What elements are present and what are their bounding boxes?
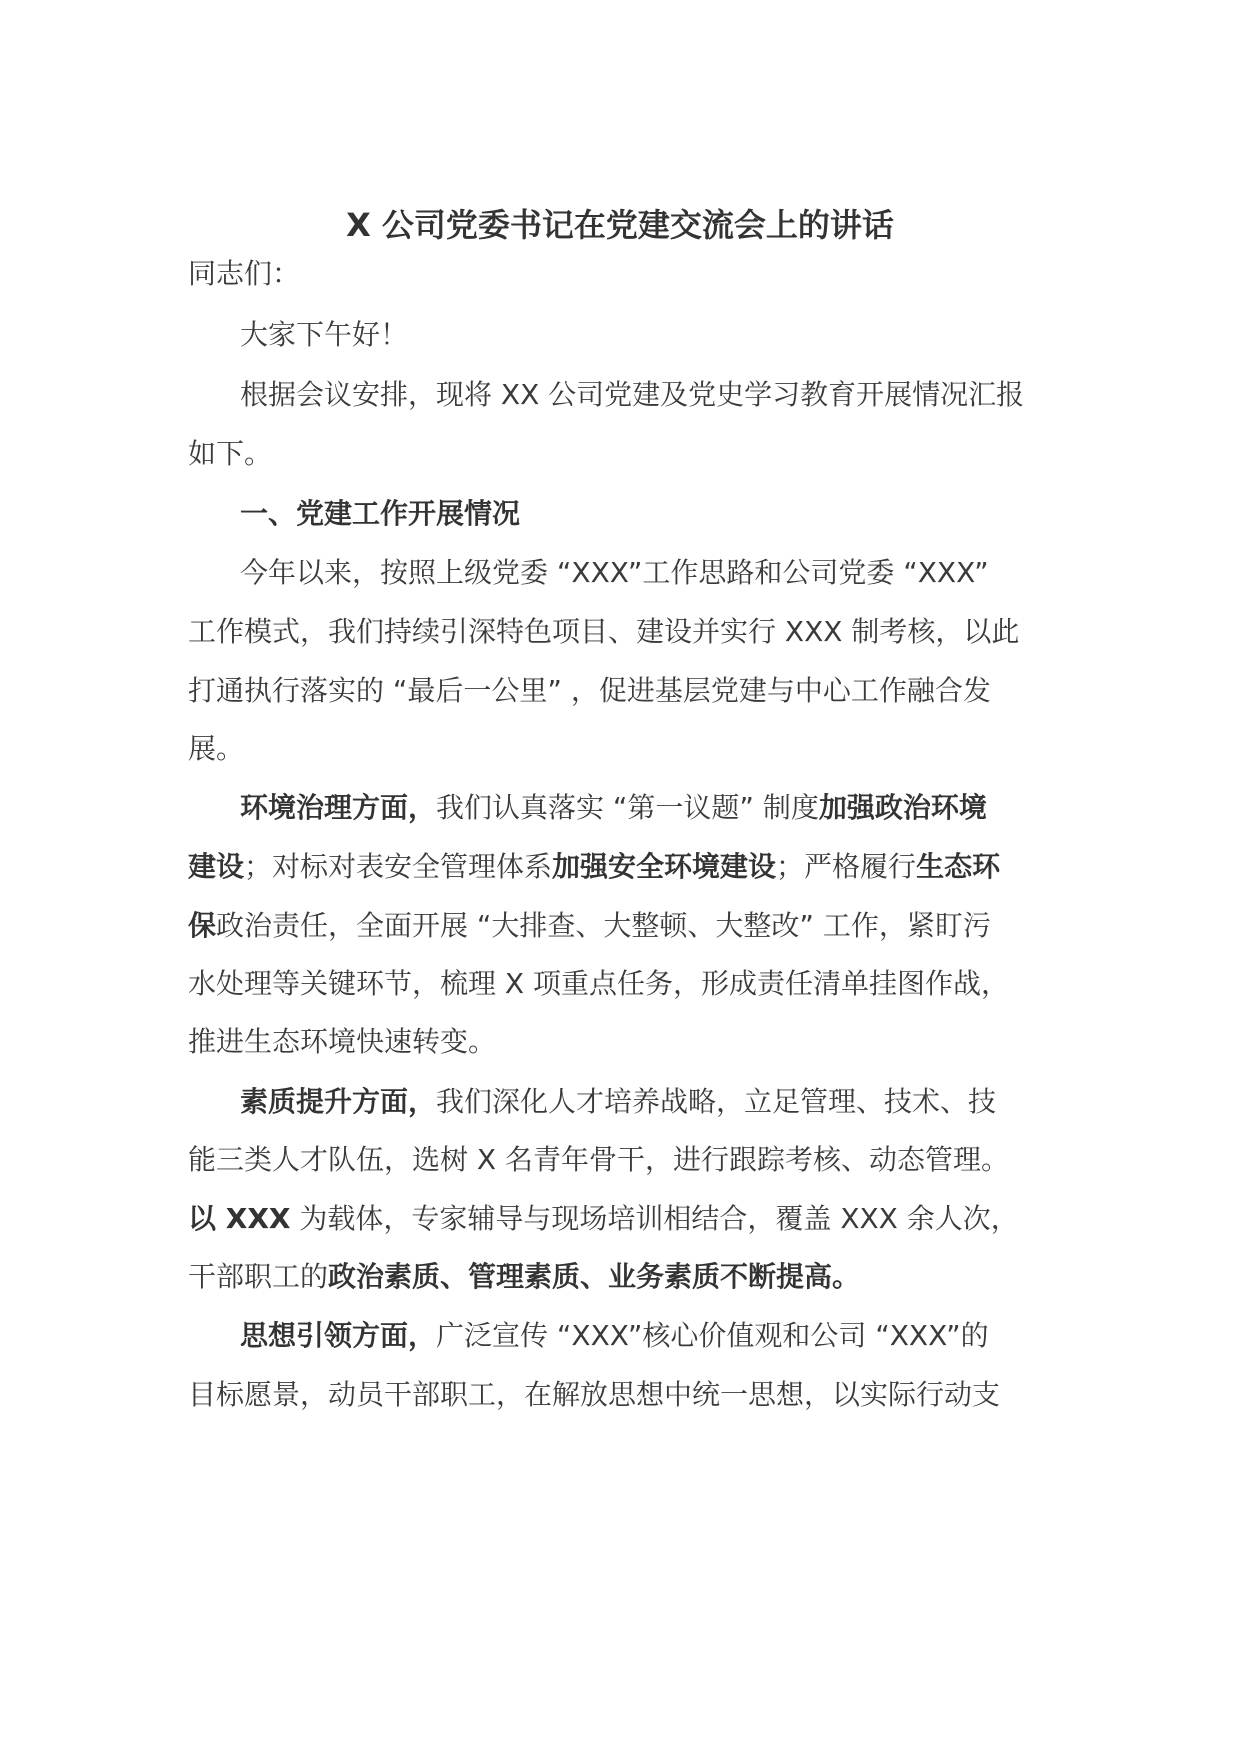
text-segment: 为载体，专家辅导与现场培训相结合，覆盖 XXX 余人次， <box>290 1202 1019 1235</box>
bold-segment: 环境治理方面， <box>240 791 437 824</box>
paragraph-line <box>188 1197 1068 1241</box>
bold-segment: 生态环 <box>916 850 1001 883</box>
text-segment: 政治责任，全面开展 “大排查、大整顿、大整改” 工作，紧盯污 <box>216 909 991 942</box>
paragraph-line <box>188 962 1068 1006</box>
section-heading <box>240 492 1070 536</box>
text-segment: 干部职工的 <box>188 1260 329 1293</box>
paragraph-line <box>188 1138 1068 1182</box>
paragraph-line <box>188 845 1068 889</box>
text-segment: 我们深化人才培养战略，立足管理、技术、技 <box>436 1085 997 1118</box>
paragraph-line <box>188 432 1068 476</box>
bold-segment: 思想引领方面， <box>240 1319 437 1352</box>
bold-segment: 建设 <box>188 850 245 883</box>
paragraph-line <box>240 551 1070 595</box>
text-segment: ；严格履行 <box>776 850 917 883</box>
text-segment: 广泛宣传 “XXX”核心价值观和公司 “XXX”的 <box>436 1319 989 1352</box>
text-segment: ；对标对表安全管理体系 <box>244 850 553 883</box>
paragraph-line <box>240 1314 1070 1358</box>
text-segment: 水处理等关键环节，梳理 X 项重点任务，形成责任清单挂图作战， <box>188 967 1009 1000</box>
bold-segment: 政治素质、管理素质、业务素质不断提高。 <box>328 1260 861 1293</box>
text-segment: 工作模式，我们持续引深特色项目、建设并实行 XXX 制考核，以此 <box>188 615 1020 648</box>
text-segment: 大家下午好！ <box>240 318 409 351</box>
text-segment: 展。 <box>188 732 245 765</box>
text-segment: 目标愿景，动员干部职工，在解放思想中统一思想，以实际行动支 <box>188 1378 1001 1411</box>
text-segment: 今年以来，按照上级党委 “XXX”工作思路和公司党委 “XXX” <box>240 556 989 589</box>
paragraph-line <box>240 786 1070 830</box>
salutation <box>188 252 1068 296</box>
bold-segment: 一、党建工作开展情况 <box>240 497 521 530</box>
text-segment: 推进生态环境快速转变。 <box>188 1025 497 1058</box>
paragraph-line <box>188 904 1068 948</box>
bold-segment: 素质提升方面， <box>240 1085 437 1118</box>
text-segment: 如下。 <box>188 437 273 470</box>
paragraph-line <box>188 1020 1068 1064</box>
text-segment: 根据会议安排，现将 XX 公司党建及党史学习教育开展情况汇报 <box>240 378 1025 411</box>
paragraph-line <box>188 610 1068 654</box>
text-segment: 我们认真落实 “第一议题” 制度 <box>436 791 819 824</box>
bold-segment: 以 XXX <box>188 1202 291 1235</box>
paragraph-line <box>240 373 1070 417</box>
document-title: X 公司党委书记在党建交流会上的讲话 <box>346 206 894 244</box>
greeting <box>240 313 1070 357</box>
bold-segment: 保 <box>188 909 217 942</box>
bold-segment: 加强政治环境 <box>818 791 987 824</box>
text-segment: 同志们： <box>188 257 301 290</box>
text-segment: 打通执行落实的 “最后一公里” ，促进基层党建与中心工作融合发 <box>188 674 991 707</box>
paragraph-line <box>188 1373 1068 1417</box>
paragraph-line <box>188 669 1068 713</box>
paragraph-line <box>188 727 1068 771</box>
paragraph-line <box>240 1080 1070 1124</box>
paragraph-line <box>188 1255 1068 1299</box>
text-segment: 能三类人才队伍，选树 X 名青年骨干，进行跟踪考核、动态管理。 <box>188 1143 1009 1176</box>
bold-segment: 加强安全环境建设 <box>552 850 777 883</box>
